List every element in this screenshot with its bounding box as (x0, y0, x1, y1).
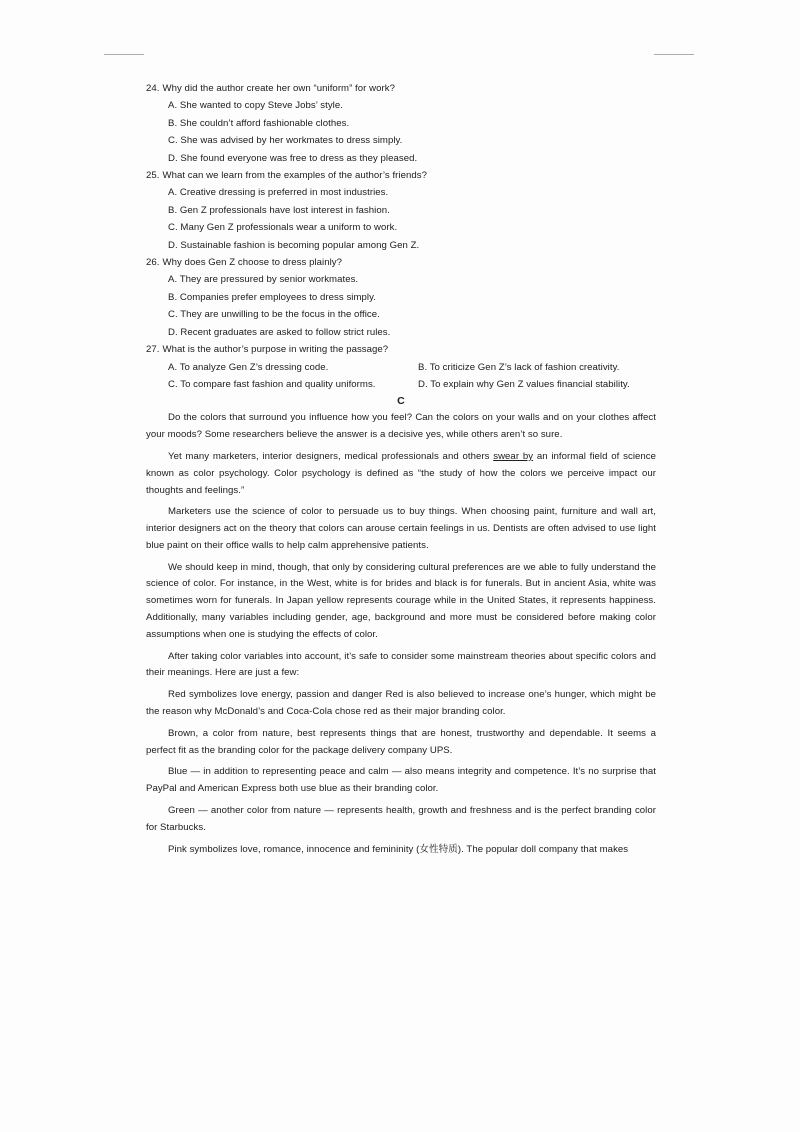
paragraph-text: Yet many marketers, interior designers, medical professionals and others (168, 450, 494, 462)
question-text: Why did the author create her own “uniform” for work? (162, 83, 395, 94)
page-content (146, 80, 656, 863)
option-c: C. To compare fast fashion and quality uniforms. (168, 378, 376, 390)
question-24 (146, 80, 656, 167)
answer-options (146, 97, 656, 167)
scan-edge-mark-right (654, 54, 694, 55)
option-a: A. She wanted to copy Steve Jobs’ style. (168, 100, 343, 112)
option-c: C. She was advised by her workmates to dress simply. (168, 135, 403, 147)
option-b: B. Gen Z professionals have lost interest in fashion. (168, 204, 390, 216)
option-b: B. Companies prefer employees to dress simply. (168, 291, 376, 303)
question-text: What is the author’s purpose in writing the passage? (162, 344, 389, 356)
passage-paragraph: Blue — in addition to representing peace and calm — also means integrity and competence. It’s no surprise that PayPal and American Express both use blue as their branding color. (146, 766, 656, 795)
question-number: 24. (146, 83, 160, 94)
passage-paragraph: Pink symbolizes love, romance, innocence and femininity (女性特质). The popular doll company that makes (168, 843, 629, 855)
question-26 (146, 254, 656, 341)
question-number: 27. (146, 344, 160, 356)
section-heading: C (397, 395, 405, 408)
question-number: 26. (146, 257, 160, 269)
scan-edge-mark-left (104, 54, 144, 55)
answer-options (146, 271, 656, 341)
option-a: A. They are pressured by senior workmates. (168, 274, 359, 286)
option-d: D. To explain why Gen Z values financial stability. (418, 378, 630, 390)
paragraph-text: an informal field of science known as color psychology. Color psychology is defined as “the study of how the colors we perceive impact our thoughts and feelings.” (146, 450, 657, 496)
question-number: 25. (146, 170, 160, 182)
question-text: Why does Gen Z choose to dress plainly? (162, 257, 343, 269)
passage-paragraph: After taking color variables into account, it’s safe to consider some mainstream theories about specific colors and their meanings. Here are just a few: (146, 650, 656, 679)
option-b: B. To criticize Gen Z’s lack of fashion creativity. (418, 361, 620, 373)
answer-options (146, 184, 656, 254)
question-stem (146, 341, 656, 358)
question-stem (146, 80, 656, 97)
option-b: B. She couldn’t afford fashionable clothes. (168, 117, 350, 129)
option-c: C. Many Gen Z professionals wear a uniform to work. (168, 222, 398, 234)
passage-paragraph: Red symbolizes love energy, passion and danger Red is also believed to increase one’s hunger, which might be the reason why McDonald’s and Coca-Cola chose red as their major branding color. (146, 689, 656, 718)
option-d: D. Recent graduates are asked to follow strict rules. (168, 326, 391, 338)
option-d: D. Sustainable fashion is becoming popular among Gen Z. (168, 239, 420, 251)
option-d: D. She found everyone was free to dress as they pleased. (168, 152, 418, 164)
passage-paragraph: We should keep in mind, though, that only by considering cultural preferences are we able to fully understand the science of color. For instance, in the West, white is for brides and black is for funerals. But in ancient Asia, white was sometimes worn for funerals. In Japan yellow represents courage while in the United States, it represents happiness. Additionally, many variables including gender, age, background and more must be considered before making color assumptions when one is studying the effects of color. (146, 561, 656, 640)
passage-paragraph: Do the colors that surround you influence how you feel? Can the colors on your walls and on your clothes affect your moods? Some researchers believe the answer is a decisive yes, while others aren’t so sure. (146, 412, 656, 441)
passage-paragraph: Brown, a color from nature, best represents things that are honest, trustworthy and dependable. It seems a perfect fit as the branding color for the package delivery company UPS. (146, 727, 656, 756)
option-a: A. Creative dressing is preferred in most industries. (168, 187, 389, 199)
question-stem (146, 254, 656, 271)
passage-paragraph: Green — another color from nature — represents health, growth and freshness and is the perfect branding color for Starbucks. (146, 805, 656, 833)
question-stem (146, 167, 656, 184)
question-27 (146, 341, 656, 393)
option-c: C. They are unwilling to be the focus in the office. (168, 309, 380, 321)
question-text: What can we learn from the examples of the author’s friends? (162, 170, 427, 182)
question-25 (146, 167, 656, 254)
underlined-phrase: swear by (493, 450, 534, 462)
option-a: A. To analyze Gen Z’s dressing code. (168, 361, 329, 373)
passage-paragraph (146, 449, 656, 499)
passage-paragraph: Marketers use the science of color to persuade us to buy things. When choosing paint, furniture and wall art, interior designers act on the theory that colors can arouse certain feelings in us. Dentists are often advised to use light blue paint on their office walls to help calm apprehensive patients. (146, 506, 656, 551)
answer-options (146, 359, 656, 394)
